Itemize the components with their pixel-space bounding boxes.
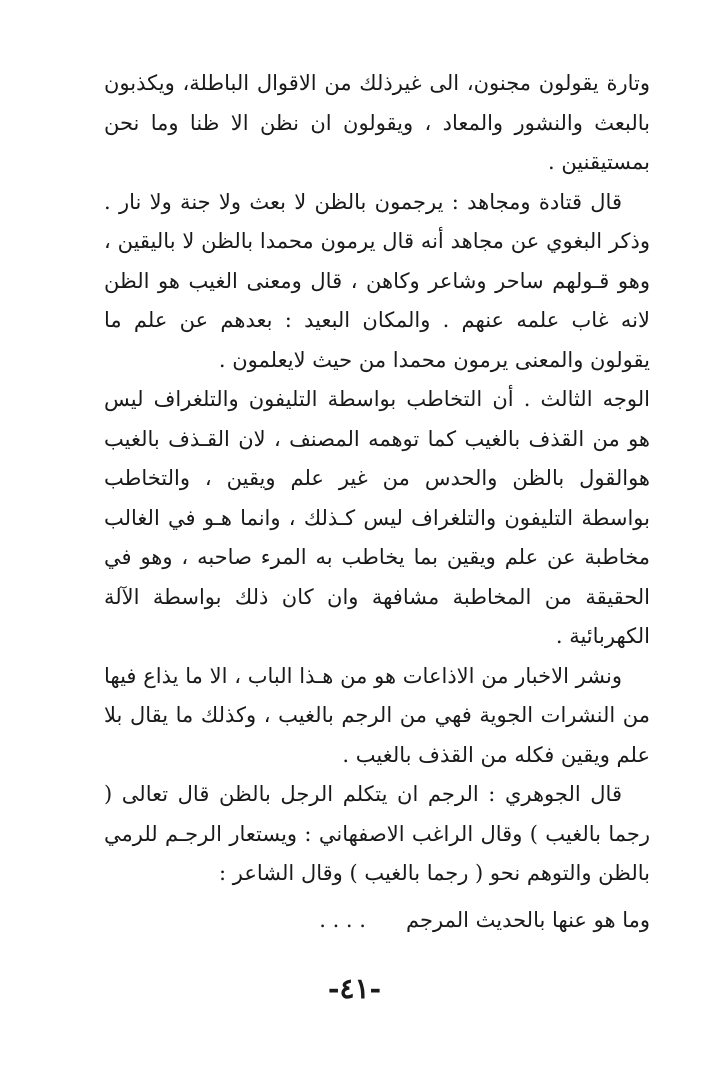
- verse-text: وما هو عنها بالحديث المرجم: [406, 907, 650, 932]
- paragraph: ونشر الاخبار من الاذاعات هو من هـذا الباب ، الا ما يذاع فيها من النشرات الجوية فهي من الرجم بالغيب ، وكذلك ما يقال بلا علم ويقين فكله من القذف بالغيب .: [104, 663, 650, 767]
- verse-ellipsis: . . . .: [319, 907, 366, 932]
- paragraph: قال الجوهري : الرجم ان يتكلم الرجل بالظن قال تعالى ( رجما بالغيب ) وقال الراغب الاصفهاني : ويستعار الرجـم للرمي بالظن والتوهم نحو ( رجما بالغيب ) وقال الشاعر :: [104, 782, 650, 885]
- paragraph: قال قتادة ومجاهد : يرجمون بالظن لا بعث ولا جنة ولا نار . وذكر البغوي عن مجاهد أنه قال يرمون محمدا بالظن لا باليقين ، وهو قـولهم ساحر وشاعر وكاهن ، قال ومعنى الغيب هو الظن لانه غاب علمه عنهم . والمكان البعيد : بعدهم عن علم ما يقولون والمعنى يرمون محمدا من حيث لايعلمون .: [104, 189, 650, 372]
- paragraph: الوجه الثالث . أن التخاطب بواسطة التليفون والتلغراف ليس هو من القذف بالغيب كما توهمه المصنف ، لان القـذف بالغيب هوالقول بالظن والحدس من غير علم ويقين ، والتخاطب بواسطة التليفون والتلغراف ليس كـذلك ، وانما هـو في الغالب مخاطبة عن علم ويقين بما يخاطب به المرء صاحبه ، وهو في الحقيقة من المخاطبة مشافهة وان كان ذلك بواسطة الآلة الكهربائية .: [104, 387, 650, 648]
- paragraph: وتارة يقولون مجنون، الى غيرذلك من الاقوال الباطلة، ويكذبون بالبعث والنشور والمعاد ، ويقولون ان نظن الا ظنا وما نحن بمستيقنين .: [104, 71, 650, 174]
- body-text: [104, 64, 650, 946]
- page-number: -٤١-: [327, 972, 382, 1005]
- poetry-verse: [104, 894, 650, 946]
